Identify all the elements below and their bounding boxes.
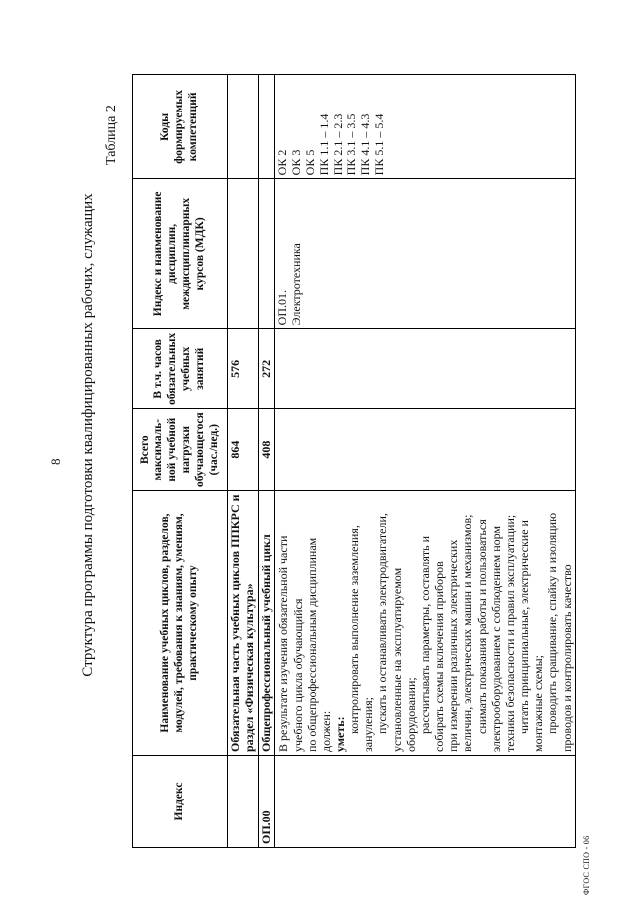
header-name: Наименование учебных циклов, разделов, модулей, требования к знаниям, умениям, практическому опыту	[133, 491, 228, 756]
detail-index	[275, 756, 575, 848]
row-competencies	[258, 75, 275, 179]
detail-discipline	[275, 179, 575, 329]
skill-line: читать принципиальные, электрические и	[517, 520, 532, 734]
skill-line: электрооборудованием с соблюдением норм	[488, 525, 503, 752]
skill-line: снимать показания работы и пользоваться	[474, 519, 489, 734]
row-mandatory: 272	[258, 329, 275, 409]
competency-code: ОК 3	[289, 149, 304, 176]
detail-requirements	[275, 491, 575, 756]
skill-line: проводить сращивание, спайку и изоляцию	[545, 512, 560, 734]
detail-line: по общепрофессиональным дисциплинам должен:	[304, 537, 333, 752]
skill-line: пускать и останавливать электродвигатели,	[375, 513, 390, 734]
discipline-code: ОП.01.	[275, 290, 290, 326]
header-competencies: Коды формируемых компетенций	[133, 75, 228, 179]
row-discipline	[228, 179, 259, 329]
skill-line: собирать схемы включения приборов	[432, 561, 447, 752]
header-index: Индекс	[133, 756, 228, 848]
skills-label: уметь:	[333, 716, 348, 752]
detail-max-load	[275, 409, 575, 491]
table-row	[228, 75, 259, 848]
competency-code: ПК 3.1 – 3.5	[344, 113, 359, 176]
row-discipline	[258, 179, 275, 329]
skill-line: проводов и контролировать качество	[559, 564, 574, 752]
skill-line: контролировать выполнение заземления,	[347, 525, 362, 734]
skill-line: зануления;	[361, 697, 376, 752]
skill-line: техники безопасности и правил эксплуатации;	[502, 514, 517, 752]
skill-line: оборудовании;	[403, 677, 418, 752]
table-header-row	[133, 75, 228, 848]
skill-line: величин, электрических машин и механизмов;	[460, 514, 475, 752]
page-footer: ФГОС СПО - 06	[582, 835, 591, 895]
header-max-load: Всего максималь-ной учебной нагрузки обучающегося (час./нед.)	[133, 409, 228, 491]
header-discipline: Индекс и наименование дисциплин, междисциплинарных курсов (МДК)	[133, 179, 228, 329]
row-max-load: 408	[258, 409, 275, 491]
detail-competencies	[275, 75, 575, 179]
structure-table	[132, 74, 576, 848]
row-name: Обязательная часть учебных циклов ППКРС и раздел «Физическая культура»	[228, 491, 259, 756]
row-index: ОП.00	[258, 756, 275, 848]
detail-line: учебного цикла обучающийся	[290, 598, 305, 752]
header-mandatory: В т.ч. часов обязательных учебных занятий	[133, 329, 228, 409]
skill-line: монтажные схемы;	[531, 654, 546, 752]
page-title: Структура программы подготовки квалифицированных рабочих, служащих	[80, 193, 96, 677]
row-name: Общепрофессиональный учебный цикл	[258, 491, 275, 756]
row-index	[228, 756, 259, 848]
competency-code: ОК 5	[302, 149, 317, 176]
table-caption: Таблица 2	[104, 105, 119, 165]
competency-code: ПК 2.1 – 2.3	[330, 113, 345, 176]
detail-mandatory	[275, 329, 575, 409]
row-mandatory: 576	[228, 329, 259, 409]
row-max-load: 864	[228, 409, 259, 491]
table-row	[258, 75, 275, 848]
skill-line: рассчитывать параметры, составлять и	[417, 535, 432, 734]
competency-code: ПК 1.1 – 1.4	[316, 113, 331, 176]
page-number: 8	[48, 458, 63, 465]
competency-code: ПК 5.1 – 5.4	[371, 113, 386, 176]
row-competencies	[228, 75, 259, 179]
competency-code: ПК 4.1 – 4.3	[358, 113, 373, 176]
discipline-name: Электротехника	[289, 243, 304, 326]
table-row-detail	[275, 75, 575, 848]
competency-code: ОК 2	[275, 149, 290, 176]
skill-line: при измерении различных электрических	[446, 539, 461, 752]
detail-line: В результате изучения обязательной части	[276, 535, 291, 752]
skill-line: установленные на эксплуатируемом	[389, 567, 404, 752]
